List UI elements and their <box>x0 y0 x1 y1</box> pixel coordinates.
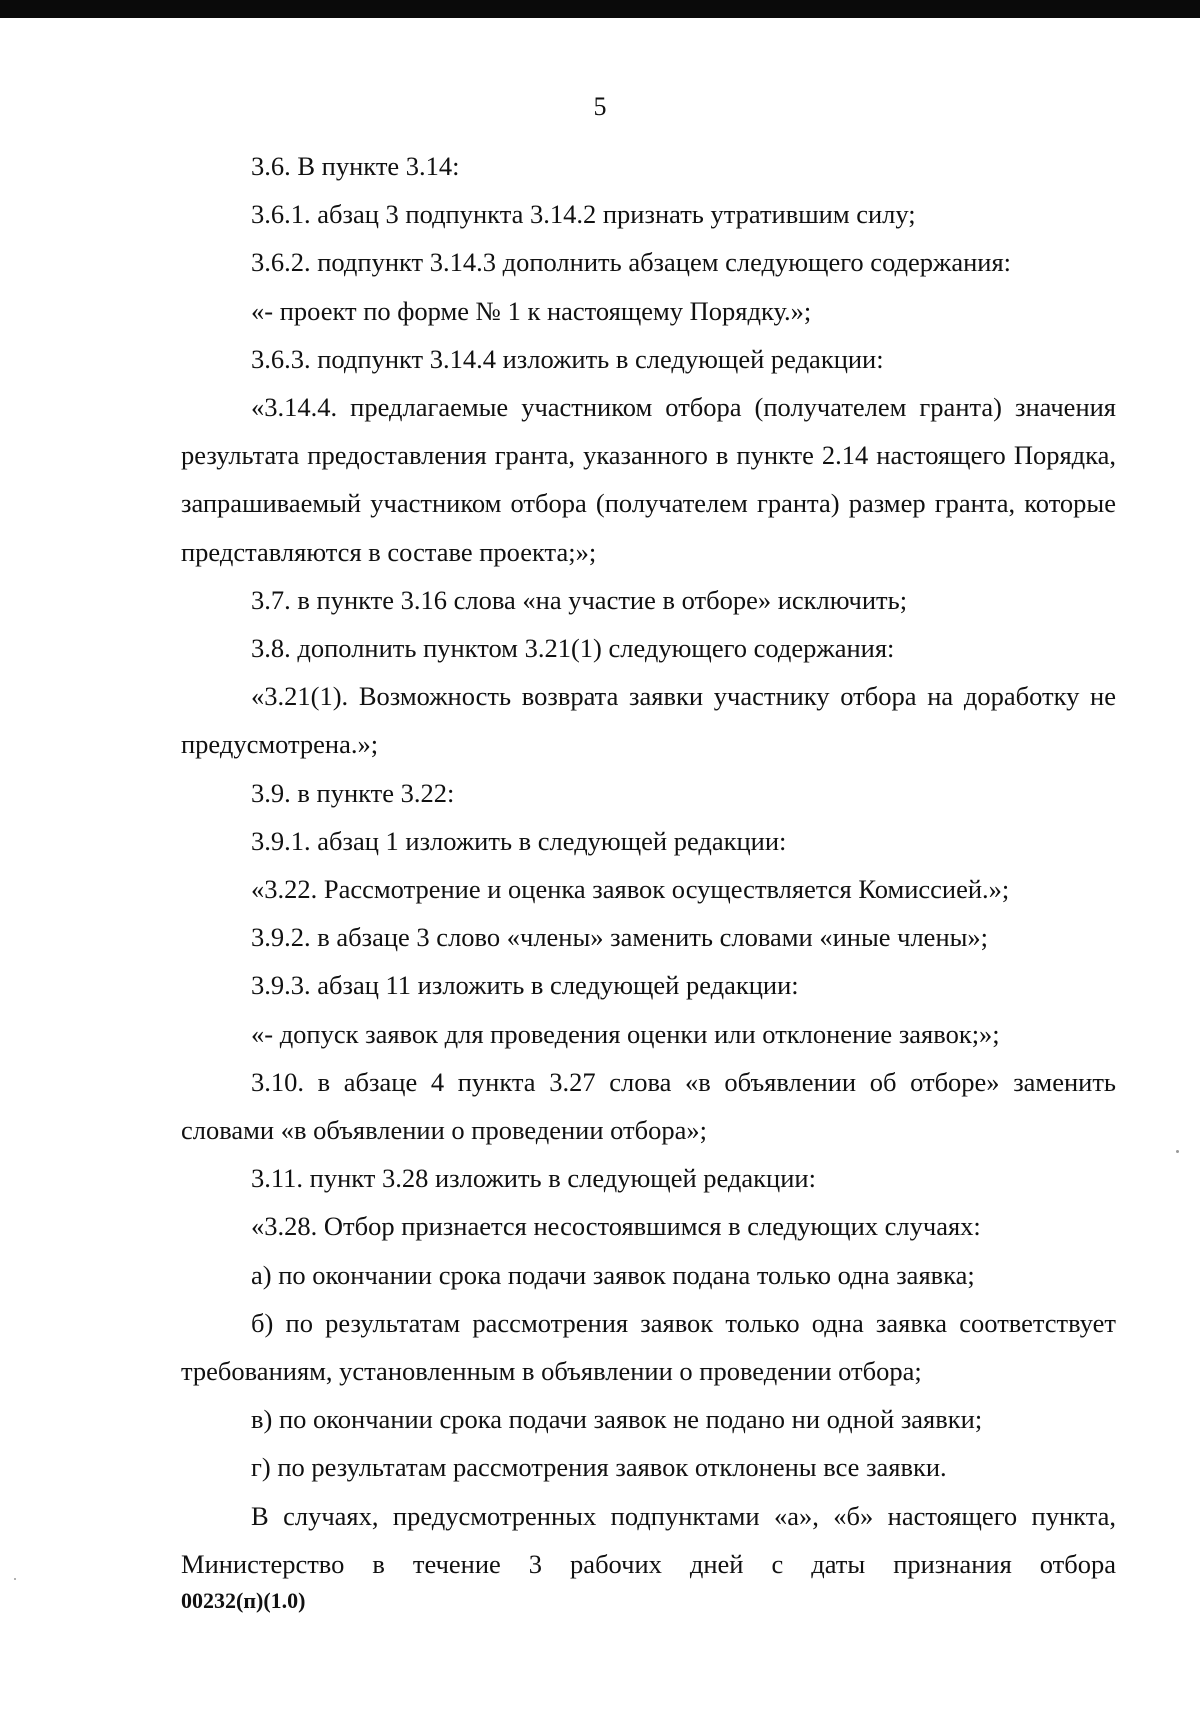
paragraph: в) по окончании срока подачи заявок не подано ни одной заявки; <box>251 1404 983 1435</box>
paragraph: 3.8. дополнить пунктом 3.21(1) следующего содержания: <box>251 633 895 664</box>
scan-speck <box>1176 1150 1179 1153</box>
paragraph: 3.9.2. в абзаце 3 слово «члены» заменить словами «иные члены»; <box>251 922 989 953</box>
paragraph: 3.6.2. подпункт 3.14.3 дополнить абзацем следующего содержания: <box>251 247 1012 278</box>
scan-speck <box>14 1578 16 1580</box>
paragraph: 3.9. в пункте 3.22: <box>251 777 455 808</box>
paragraph: «- проект по форме № 1 к настоящему Порядку.»; <box>251 295 812 326</box>
paragraph: 3.6. В пункте 3.14: <box>251 151 460 181</box>
paragraph: «3.14.4. предлагаемые участником отбора (получателем гранта) значения результата предоставления гранта, указанного в пункте 2.14 настоящего Порядка, запрашиваемый участником отбора (получателем гранта) размер гранта, которые представляются в составе проекта;»; <box>181 392 1116 567</box>
paragraph: г) по результатам рассмотрения заявок отклонены все заявки. <box>251 1452 947 1483</box>
paragraph: 3.10. в абзаце 4 пункта 3.27 слова «в объявлении об отборе» заменить словами «в объявлении о проведении отбора»; <box>181 1066 1116 1146</box>
scan-top-edge <box>0 0 1200 18</box>
paragraph: В случаях, предусмотренных подпунктами «а», «б» настоящего пункта, Министерство в течение 3 рабочих дней с даты признания отбора <box>181 1500 1116 1579</box>
paragraph: б) по результатам рассмотрения заявок только одна заявка соответствует требованиям, установленным в объявлении о проведении отбора; <box>181 1307 1116 1387</box>
paragraph: «3.22. Рассмотрение и оценка заявок осуществляется Комиссией.»; <box>251 874 1010 905</box>
paragraph: «- допуск заявок для проведения оценки или отклонение заявок;»; <box>251 1018 1000 1049</box>
page-number: 5 <box>593 92 607 121</box>
paragraph: 3.7. в пункте 3.16 слова «на участие в отборе» исключить; <box>251 584 908 615</box>
document-body <box>181 142 1116 1588</box>
paragraph: 3.6.1. абзац 3 подпункта 3.14.2 признать утратившим силу; <box>251 199 916 230</box>
paragraph: а) по окончании срока подачи заявок подана только одна заявка; <box>251 1259 975 1290</box>
paragraph: 3.9.3. абзац 11 изложить в следующей редакции: <box>251 970 799 1001</box>
paragraph: «3.28. Отбор признается несостоявшимся в следующих случаях: <box>251 1211 981 1242</box>
paragraph: 3.9.1. абзац 1 изложить в следующей редакции: <box>251 825 787 856</box>
paragraph: 3.11. пункт 3.28 изложить в следующей редакции: <box>251 1163 816 1194</box>
paragraph: 3.6.3. подпункт 3.14.4 изложить в следующей редакции: <box>251 343 884 374</box>
document-code: 00232(п)(1.0) <box>181 1588 306 1613</box>
paragraph: «3.21(1). Возможность возврата заявки участнику отбора на доработку не предусмотрена.»; <box>181 681 1116 760</box>
